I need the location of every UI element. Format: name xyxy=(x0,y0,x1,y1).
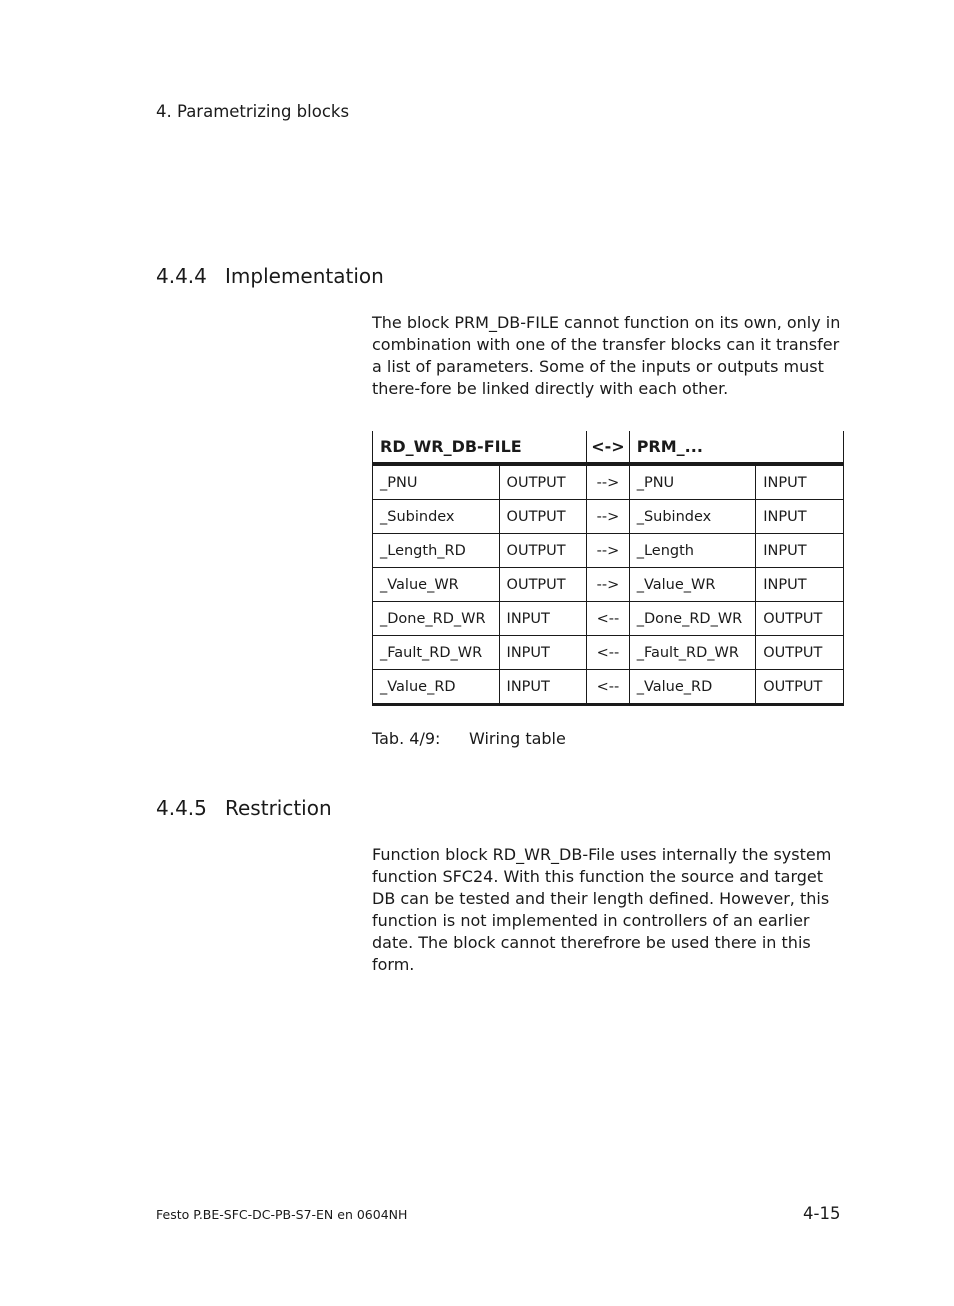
header-prm: PRM_... xyxy=(629,431,843,464)
cell-rd-param: _Value_RD xyxy=(373,670,500,705)
cell-rd-param: _Subindex xyxy=(373,500,500,534)
cell-arrow: <-- xyxy=(587,636,629,670)
cell-rd-param: _PNU xyxy=(373,464,500,500)
cell-prm-param: _PNU xyxy=(629,464,756,500)
header-rd-wr-db-file: RD_WR_DB-FILE xyxy=(373,431,587,464)
page-number: 4-15 xyxy=(803,1204,841,1223)
cell-prm-param: _Subindex xyxy=(629,500,756,534)
table-caption xyxy=(372,729,672,751)
section-heading-restriction xyxy=(156,796,456,822)
cell-prm-param: _Done_RD_WR xyxy=(629,602,756,636)
table-row xyxy=(373,670,844,705)
table-row xyxy=(373,500,844,534)
cell-prm-type: INPUT xyxy=(756,500,844,534)
cell-rd-type: INPUT xyxy=(499,670,587,705)
table-row xyxy=(373,602,844,636)
cell-rd-type: OUTPUT xyxy=(499,464,587,500)
cell-rd-type: OUTPUT xyxy=(499,500,587,534)
table-row xyxy=(373,568,844,602)
cell-prm-type: OUTPUT xyxy=(756,636,844,670)
table-header-row xyxy=(373,431,844,464)
cell-rd-type: OUTPUT xyxy=(499,568,587,602)
section-title: Implementation xyxy=(225,264,384,288)
cell-prm-type: OUTPUT xyxy=(756,670,844,705)
cell-rd-param: _Value_WR xyxy=(373,568,500,602)
table-row xyxy=(373,534,844,568)
caption-text: Wiring table xyxy=(469,729,566,748)
cell-arrow: <-- xyxy=(587,602,629,636)
wiring-table xyxy=(372,431,844,706)
cell-arrow: --> xyxy=(587,464,629,500)
cell-prm-param: _Value_RD xyxy=(629,670,756,705)
cell-prm-param: _Fault_RD_WR xyxy=(629,636,756,670)
cell-arrow: --> xyxy=(587,500,629,534)
cell-arrow: --> xyxy=(587,568,629,602)
cell-arrow: <-- xyxy=(587,670,629,705)
implementation-paragraph: The block PRM_DB-FILE cannot function on its own, only in combination with one of the transfer blocks can it transfer a list of parameters. Some of the inputs or outputs must there-fore be linked directly with each other. xyxy=(372,313,841,398)
caption-label: Tab. 4/9: xyxy=(372,729,441,748)
section-number: 4.4.4 xyxy=(156,264,207,288)
table-row xyxy=(373,636,844,670)
section-title: Restriction xyxy=(225,796,332,820)
restriction-paragraph: Function block RD_WR_DB-File uses internally the system function SFC24. With this function the source and target DB can be tested and their length defined. However, this function is not implemented in controllers of an earlier date. The block cannot therefrore be used there in this form. xyxy=(372,845,832,974)
footer-document-id: Festo P.BE-SFC-DC-PB-S7-EN en 0604NH xyxy=(156,1207,408,1222)
cell-rd-type: OUTPUT xyxy=(499,534,587,568)
section-number: 4.4.5 xyxy=(156,796,207,820)
cell-arrow: --> xyxy=(587,534,629,568)
cell-rd-param: _Fault_RD_WR xyxy=(373,636,500,670)
chapter-header: 4. Parametrizing blocks xyxy=(156,102,350,121)
cell-prm-type: INPUT xyxy=(756,534,844,568)
cell-prm-type: OUTPUT xyxy=(756,602,844,636)
cell-rd-type: INPUT xyxy=(499,636,587,670)
cell-rd-param: _Done_RD_WR xyxy=(373,602,500,636)
section-heading-implementation xyxy=(156,264,456,290)
cell-prm-type: INPUT xyxy=(756,568,844,602)
cell-prm-param: _Value_WR xyxy=(629,568,756,602)
cell-prm-param: _Length xyxy=(629,534,756,568)
header-arrow: <-> xyxy=(587,431,629,464)
cell-prm-type: INPUT xyxy=(756,464,844,500)
cell-rd-param: _Length_RD xyxy=(373,534,500,568)
cell-rd-type: INPUT xyxy=(499,602,587,636)
table-row xyxy=(373,464,844,500)
